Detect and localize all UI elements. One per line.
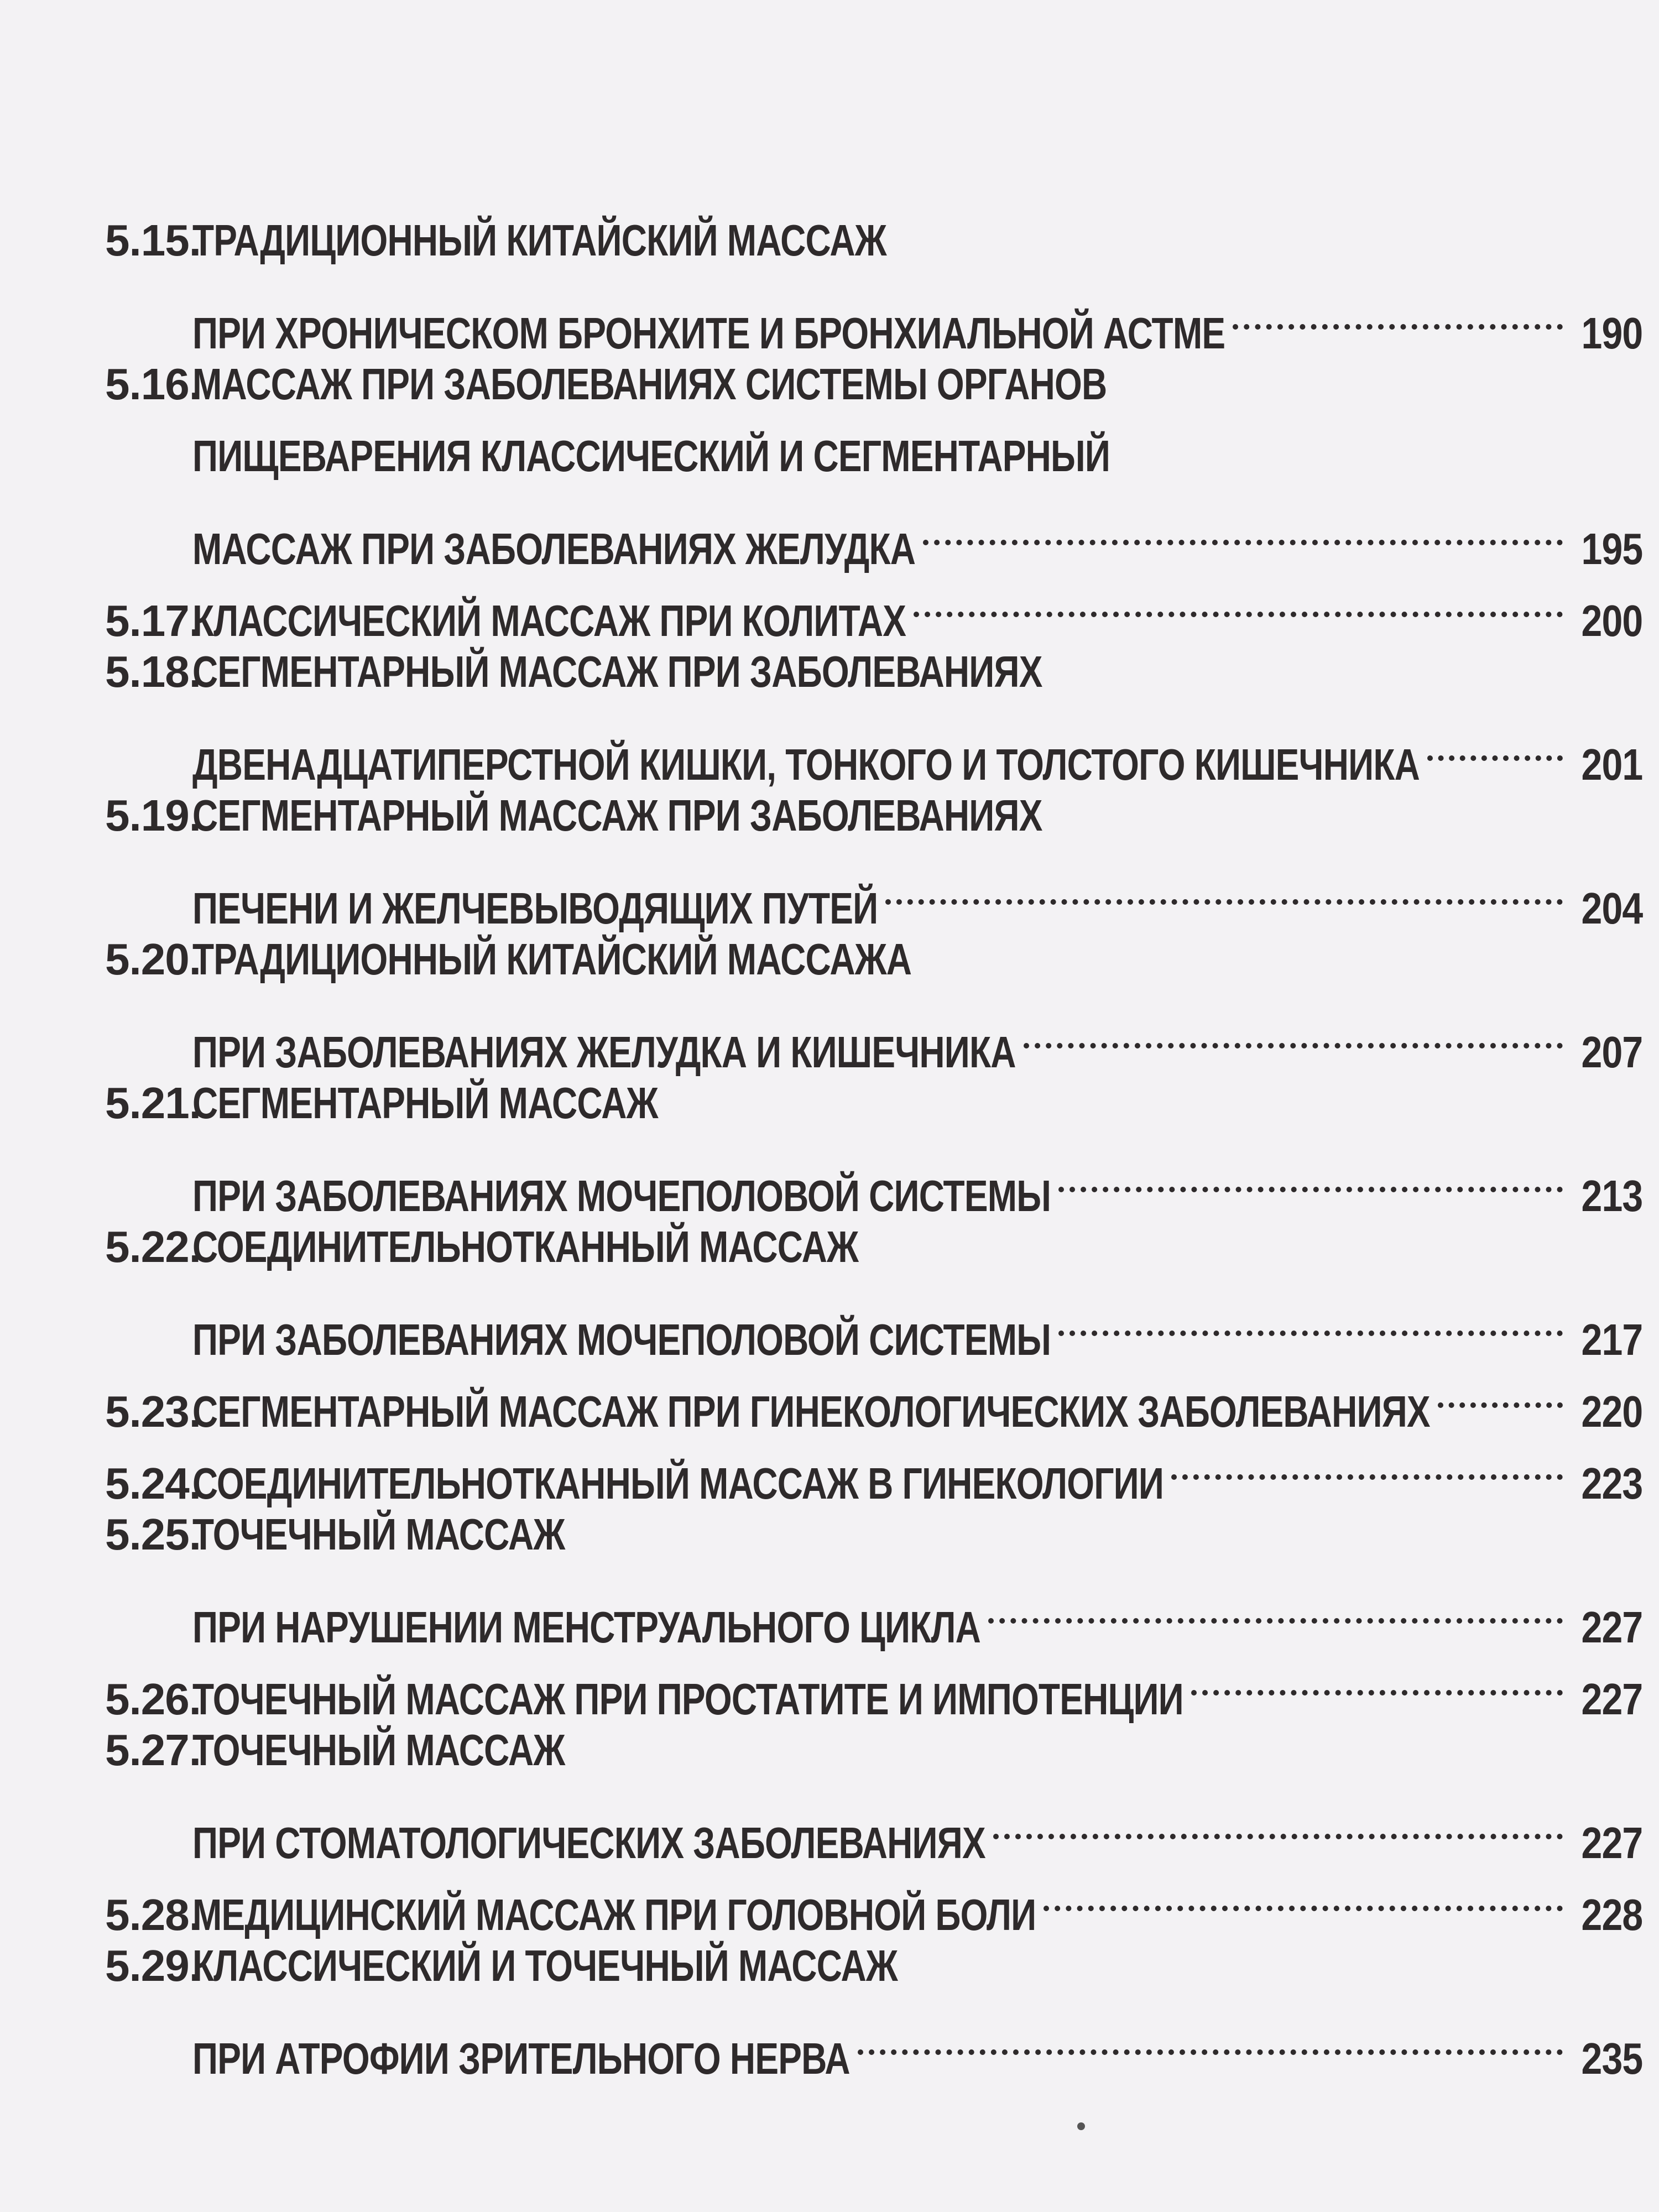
page-number: 227 xyxy=(1581,1603,1643,1652)
section-number: 5.23. xyxy=(105,1387,201,1436)
toc-entry xyxy=(105,1427,1643,1508)
toc-line xyxy=(105,1571,1643,1652)
section-title-line: КЛАССИЧЕСКИЙ И ТОЧЕЧНЫЙ МАССАЖ xyxy=(192,1941,898,1990)
section-title-line: ПРИ ЗАБОЛЕВАНИЯХ МОЧЕПОЛОВОЙ СИСТЕМЫ xyxy=(192,1171,1051,1220)
toc-entry xyxy=(105,348,1643,573)
section-title-line: ТРАДИЦИОННЫЙ КИТАЙСКИЙ МАССАЖ xyxy=(192,216,886,265)
section-title-line: ПЕЧЕНИ И ЖЕЛЧЕВЫВОДЯЩИХ ПУТЕЙ xyxy=(192,884,878,933)
section-title-line: МАССАЖ ПРИ ЗАБОЛЕВАНИЯХ ЖЕЛУДКА xyxy=(192,524,916,573)
section-number: 5.26. xyxy=(105,1674,201,1724)
toc-entry xyxy=(105,1714,1643,1867)
dot-leader xyxy=(923,492,1563,564)
section-number: 5.22. xyxy=(105,1222,201,1271)
toc-line xyxy=(105,1211,1642,1283)
toc-entry xyxy=(105,564,1643,645)
section-number: 5.24. xyxy=(105,1459,201,1508)
section-title-line: ТОЧЕЧНЫЙ МАССАЖ xyxy=(192,1725,565,1775)
section-number: 5.21. xyxy=(105,1078,201,1128)
section-title-line: ПРИ ХРОНИЧЕСКОМ БРОНХИТЕ И БРОНХИАЛЬНОЙ АСТМЕ xyxy=(192,309,1225,358)
section-number: 5.19. xyxy=(105,791,201,840)
section-title-line: СОЕДИНИТЕЛЬНОТКАННЫЙ МАССАЖ В ГИНЕКОЛОГИИ xyxy=(192,1459,1164,1508)
dot-leader xyxy=(1058,1139,1563,1211)
toc-line xyxy=(105,2002,1643,2083)
toc-line xyxy=(105,1714,1642,1786)
table-of-contents xyxy=(105,205,1643,2083)
page-number: 204 xyxy=(1581,884,1643,933)
section-title-line: СЕГМЕНТАРНЫЙ МАССАЖ ПРИ ЗАБОЛЕВАНИЯХ xyxy=(192,791,1042,840)
toc-line xyxy=(105,348,1642,420)
page-number: 200 xyxy=(1581,596,1643,645)
section-title-line: СЕГМЕНТАРНЫЙ МАССАЖ ПРИ ГИНЕКОЛОГИЧЕСКИХ ЗАБОЛЕВАНИЯХ xyxy=(192,1387,1430,1436)
toc-entry xyxy=(105,924,1643,1077)
page-number: 213 xyxy=(1581,1171,1643,1220)
section-number: 5.18. xyxy=(105,647,201,696)
toc-line xyxy=(105,1930,1642,2002)
toc-line xyxy=(105,852,1643,933)
toc-line xyxy=(105,995,1643,1077)
toc-entry xyxy=(105,1858,1643,1939)
toc-entry xyxy=(105,780,1643,933)
page-number: 220 xyxy=(1581,1387,1643,1436)
toc-line xyxy=(105,708,1643,789)
section-number: 5.16. xyxy=(105,359,201,409)
dot-leader xyxy=(1191,1642,1563,1714)
dot-leader xyxy=(1024,995,1563,1067)
toc-line xyxy=(105,420,1642,492)
section-title-line: ДВЕНАДЦАТИПЕРСТНОЙ КИШКИ, ТОНКОГО И ТОЛСТОГО КИШЕЧНИКА xyxy=(192,740,1420,789)
section-number: 5.20. xyxy=(105,935,201,984)
toc-line xyxy=(105,780,1642,852)
page-number: 195 xyxy=(1581,524,1643,573)
scan-speck xyxy=(1077,2122,1085,2130)
toc-line xyxy=(105,564,1643,645)
toc-line xyxy=(105,1786,1643,1867)
toc-line xyxy=(105,636,1642,708)
toc-line xyxy=(105,1355,1643,1436)
section-title-line: МАССАЖ ПРИ ЗАБОЛЕВАНИЯХ СИСТЕМЫ ОРГАНОВ xyxy=(192,359,1107,409)
section-number: 5.27. xyxy=(105,1725,201,1775)
section-title-line: СЕГМЕНТАРНЫЙ МАССАЖ ПРИ ЗАБОЛЕВАНИЯХ xyxy=(192,647,1042,696)
section-title-line: ПРИ ЗАБОЛЕВАНИЯХ МОЧЕПОЛОВОЙ СИСТЕМЫ xyxy=(192,1315,1051,1364)
dot-leader xyxy=(1427,708,1563,780)
section-title-line: ПРИ ЗАБОЛЕВАНИЯХ ЖЕЛУДКА И КИШЕЧНИКА xyxy=(192,1027,1016,1077)
dot-leader xyxy=(1171,1427,1563,1499)
dot-leader xyxy=(1438,1355,1563,1427)
section-title-line: МЕДИЦИНСКИЙ МАССАЖ ПРИ ГОЛОВНОЙ БОЛИ xyxy=(192,1890,1036,1939)
section-number: 5.29. xyxy=(105,1941,201,1990)
section-number: 5.17. xyxy=(105,596,201,645)
toc-line xyxy=(105,1642,1643,1724)
page-number: 228 xyxy=(1581,1890,1643,1939)
section-title-line: ТОЧЕЧНЫЙ МАССАЖ ПРИ ПРОСТАТИТЕ И ИМПОТЕНЦИИ xyxy=(192,1674,1183,1724)
toc-line xyxy=(105,924,1642,995)
dot-leader xyxy=(1233,276,1563,348)
page-number: 223 xyxy=(1581,1459,1643,1508)
toc-line xyxy=(105,1427,1643,1508)
section-title-line: ПРИ НАРУШЕНИИ МЕНСТРУАЛЬНОГО ЦИКЛА xyxy=(192,1603,980,1652)
toc-line xyxy=(105,1067,1642,1139)
section-title-line: СЕГМЕНТАРНЫЙ МАССАЖ xyxy=(192,1078,658,1128)
dot-leader xyxy=(885,852,1563,924)
toc-line xyxy=(105,1858,1643,1939)
section-title-line: ПРИ АТРОФИИ ЗРИТЕЛЬНОГО НЕРВА xyxy=(192,2034,850,2083)
toc-entry xyxy=(105,636,1643,789)
section-number: 5.25. xyxy=(105,1510,201,1559)
toc-entry xyxy=(105,1067,1643,1220)
toc-entry xyxy=(105,1355,1643,1436)
toc-entry xyxy=(105,1499,1643,1652)
section-number: 5.15. xyxy=(105,216,201,265)
page-number: 227 xyxy=(1581,1674,1643,1724)
page-number: 190 xyxy=(1581,309,1643,358)
section-title-line: ТОЧЕЧНЫЙ МАССАЖ xyxy=(192,1510,565,1559)
toc-line xyxy=(105,1283,1643,1364)
page-number: 235 xyxy=(1581,2034,1643,2083)
toc-entry xyxy=(105,1930,1643,2083)
dot-leader xyxy=(858,2002,1563,2074)
page-number: 227 xyxy=(1581,1818,1643,1867)
toc-line xyxy=(105,1499,1642,1571)
page-number: 217 xyxy=(1581,1315,1643,1364)
page-number: 207 xyxy=(1581,1027,1643,1077)
page-number: 201 xyxy=(1581,740,1643,789)
toc-line xyxy=(105,205,1642,276)
section-title-line: ПРИ СТОМАТОЛОГИЧЕСКИХ ЗАБОЛЕВАНИЯХ xyxy=(192,1818,985,1867)
toc-line xyxy=(105,492,1643,573)
section-title-line: КЛАССИЧЕСКИЙ МАССАЖ ПРИ КОЛИТАХ xyxy=(192,596,906,645)
toc-line xyxy=(105,1139,1643,1220)
section-title-line: ТРАДИЦИОННЫЙ КИТАЙСКИЙ МАССАЖА xyxy=(192,935,912,984)
dot-leader xyxy=(914,564,1563,636)
dot-leader xyxy=(1044,1858,1563,1930)
section-title-line: СОЕДИНИТЕЛЬНОТКАННЫЙ МАССАЖ xyxy=(192,1222,859,1271)
toc-entry xyxy=(105,1211,1643,1364)
toc-entry xyxy=(105,205,1643,358)
section-number: 5.28. xyxy=(105,1890,201,1939)
toc-line xyxy=(105,276,1643,358)
dot-leader xyxy=(1058,1283,1563,1355)
dot-leader xyxy=(993,1786,1563,1858)
dot-leader xyxy=(988,1571,1563,1642)
section-title-line: ПИЩЕВАРЕНИЯ КЛАССИЧЕСКИЙ И СЕГМЕНТАРНЫЙ xyxy=(192,431,1110,481)
toc-entry xyxy=(105,1642,1643,1724)
